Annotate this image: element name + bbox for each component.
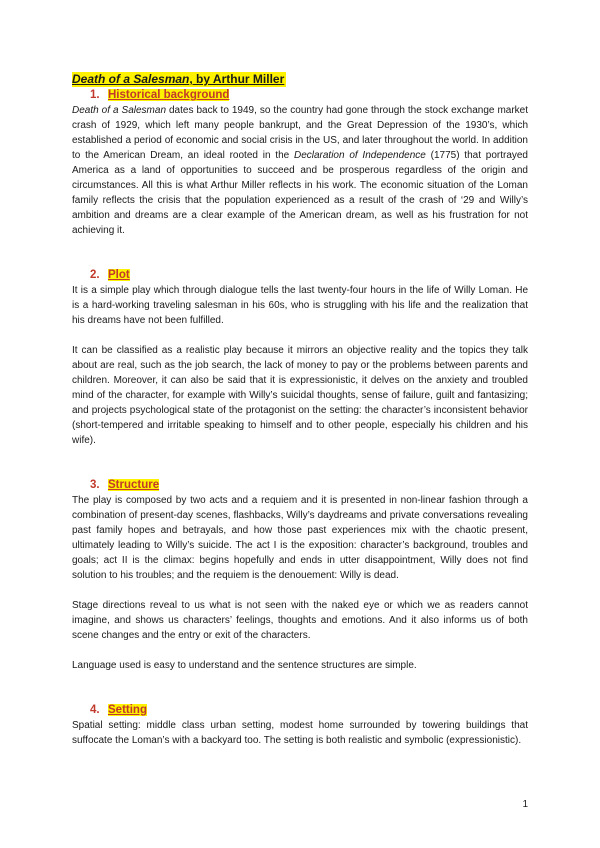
section-plot	[72, 268, 528, 448]
section-title: Plot	[108, 269, 130, 281]
section-structure	[72, 478, 528, 673]
section-setting	[72, 703, 528, 748]
section-number: 4.	[90, 704, 100, 716]
paragraph: Language used is easy to understand and the sentence structures are simple.	[72, 660, 417, 671]
section-historical-background	[72, 88, 528, 238]
section-title: Structure	[108, 479, 160, 491]
section-number: 2.	[90, 269, 100, 281]
section-heading	[90, 478, 528, 493]
italic-declaration-ref: Declaration of Independence	[293, 150, 426, 161]
paragraph: Spatial setting: middle class urban setting, modest home surrounded by towering buildings that suffocate the Loman’s with a backyard too. The setting is both realistic and symbolic (expressionistic).	[72, 720, 528, 746]
page-number: 1	[522, 799, 528, 810]
section-heading	[90, 703, 528, 718]
document-title	[72, 72, 286, 87]
section-heading	[90, 88, 528, 103]
section-title: Historical background	[108, 89, 230, 101]
paragraph: Stage directions reveal to us what is not seen with the naked eye or which we as readers cannot imagine, and shows us characters’ feelings, thoughts and emotions. And it also informs us of both scene changes and the entry or exit of the characters.	[72, 600, 528, 641]
paragraph: It is a simple play which through dialogue tells the last twenty-four hours in the life of Willy Loman. He is a hard-working traveling salesman in his 60s, who is struggling with his life and the realization that his dreams have not been fulfilled.	[72, 285, 528, 326]
paragraph-text: dates back to 1949, so the country had gone through the stock exchange market crash of 1929, which left many people bankrupt, and the Great Depression of the 1930’s, which established a period of economic and social crisis in the US, and later throughout the world. In addition to the American Dream, an ideal rooted in the	[72, 105, 529, 161]
section-heading	[90, 268, 528, 283]
title-rest: , by Arthur Miller	[189, 72, 285, 86]
paragraph	[72, 103, 528, 238]
paragraph: The play is composed by two acts and a requiem and it is presented in non-linear fashion through a combination of present-day scenes, flashbacks, Willy’s daydreams and private conversations revealing past family hopes and betrayals, and how those past experiences mix with the chaotic present, ultimately leading to Willy’s suicide. The act I is the exposition: character’s background, troubles and goals; act II is the climax: begins hopefully and ends in utter disappointment, Willy does not find solution to his troubles; and the requiem is the denouement: Willy is dead.	[72, 495, 528, 581]
document-page	[72, 72, 528, 748]
section-number: 1.	[90, 89, 100, 101]
italic-title-ref: Death of a Salesman	[72, 105, 167, 116]
paragraph: It can be classified as a realistic play because it mirrors an objective reality and the topics they talk about are real, such as the job search, the lack of money to pay or the problems between parents and children. Moreover, it can also be said that it is expressionistic, it delves on the anxiety and troubled mind of the character, for example with Willy’s suicidal thoughts, sense of failure, guilt and fantasizing; and projects psychological state of the protagonist on the setting: the character’s inconsistent behavior (short-tempered and irritable speaking to himself and to other people, especially his children and his wife).	[72, 345, 528, 446]
paragraph-text: (1775) that portrayed America as a land of opportunities to succeed and be prosperous regardless of the origin and circumstances. All this is what Arthur Miller reflects in his work. The economic situation of the Loman family reflects the crisis that the population experienced as a result of the crash of ‘29 and Willy’s ambition and dreams are a clear example of the American dream, as well as his frustration for not achieving it.	[72, 150, 528, 236]
section-title: Setting	[108, 704, 147, 716]
section-number: 3.	[90, 479, 100, 491]
title-italic: Death of a Salesman	[72, 72, 190, 86]
